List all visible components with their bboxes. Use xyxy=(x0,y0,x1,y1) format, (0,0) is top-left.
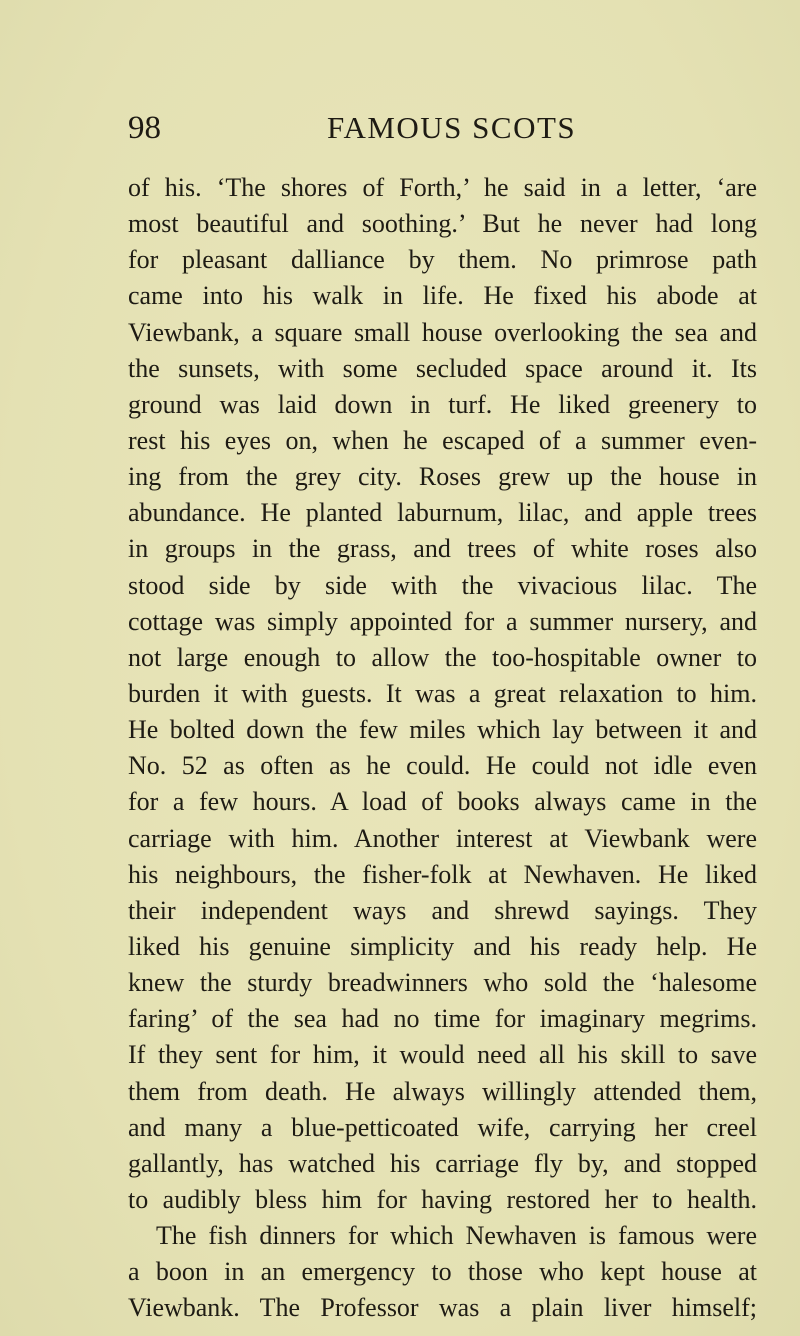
text-line: knew the sturdy breadwinners who sold the ‘halesome xyxy=(128,968,757,998)
text-line: liked his genuine simplicity and his ready help. He xyxy=(128,931,757,961)
text-line: burden it with guests. It was a great relaxation to him. xyxy=(128,678,757,708)
text-line: a boon in an emergency to those who kept house at xyxy=(128,1257,757,1287)
text-line: and many a blue-petticoated wife, carrying her creel xyxy=(128,1112,757,1142)
text-line: came into his walk in life. He fixed his abode at xyxy=(128,281,757,311)
page-number: 98 xyxy=(128,110,161,146)
text-line: gallantly, has watched his carriage fly by, and stopped xyxy=(128,1148,757,1178)
text-line: carriage with him. Another interest at Viewbank were xyxy=(128,823,757,853)
text-line: them from death. He always willingly attended them, xyxy=(128,1076,757,1106)
text-line: cottage was simply appointed for a summer nursery, and xyxy=(128,606,757,636)
text-line: in groups in the grass, and trees of white roses also xyxy=(128,534,757,564)
text-line: stood side by side with the vivacious lilac. The xyxy=(128,570,757,600)
text-line: Viewbank. The Professor was a plain liver himself; xyxy=(128,1293,757,1323)
text-line: of his. ‘The shores of Forth,’ he said in a letter, ‘are xyxy=(128,173,757,202)
text-line: for a few hours. A load of books always came in the xyxy=(128,787,757,817)
text-line: He bolted down the few miles which lay between it and xyxy=(128,715,757,745)
text-line: for pleasant dalliance by them. No primrose path xyxy=(128,245,757,275)
text-line: ing from the grey city. Roses grew up the house in xyxy=(128,462,757,492)
body-text xyxy=(128,170,757,1327)
text-line: most beautiful and soothing.’ But he never had long xyxy=(128,209,757,239)
text-line: No. 52 as often as he could. He could not idle even xyxy=(128,751,757,781)
text-line: Viewbank, a square small house overlooking the sea and xyxy=(128,317,757,347)
text-line: the sunsets, with some secluded space around it. Its xyxy=(128,353,757,383)
text-line: If they sent for him, it would need all his skill to save xyxy=(128,1040,757,1070)
text-line: ground was laid down in turf. He liked greenery to xyxy=(128,389,757,419)
running-title: FAMOUS SCOTS xyxy=(327,110,577,145)
text-line: his neighbours, the fisher-folk at Newhaven. He liked xyxy=(128,859,757,889)
text-line: their independent ways and shrewd sayings. They xyxy=(128,895,757,925)
running-head xyxy=(128,108,648,148)
text-line: abundance. He planted laburnum, lilac, and apple trees xyxy=(128,498,757,528)
text-line: rest his eyes on, when he escaped of a summer even- xyxy=(128,425,757,455)
paragraph-start-line: The fish dinners for which Newhaven is famous were xyxy=(156,1221,757,1251)
text-line: to audibly bless him for having restored her to health. xyxy=(128,1184,757,1214)
text-line: faring’ of the sea had no time for imaginary megrims. xyxy=(128,1004,757,1034)
text-line: not large enough to allow the too-hospitable owner to xyxy=(128,642,757,672)
